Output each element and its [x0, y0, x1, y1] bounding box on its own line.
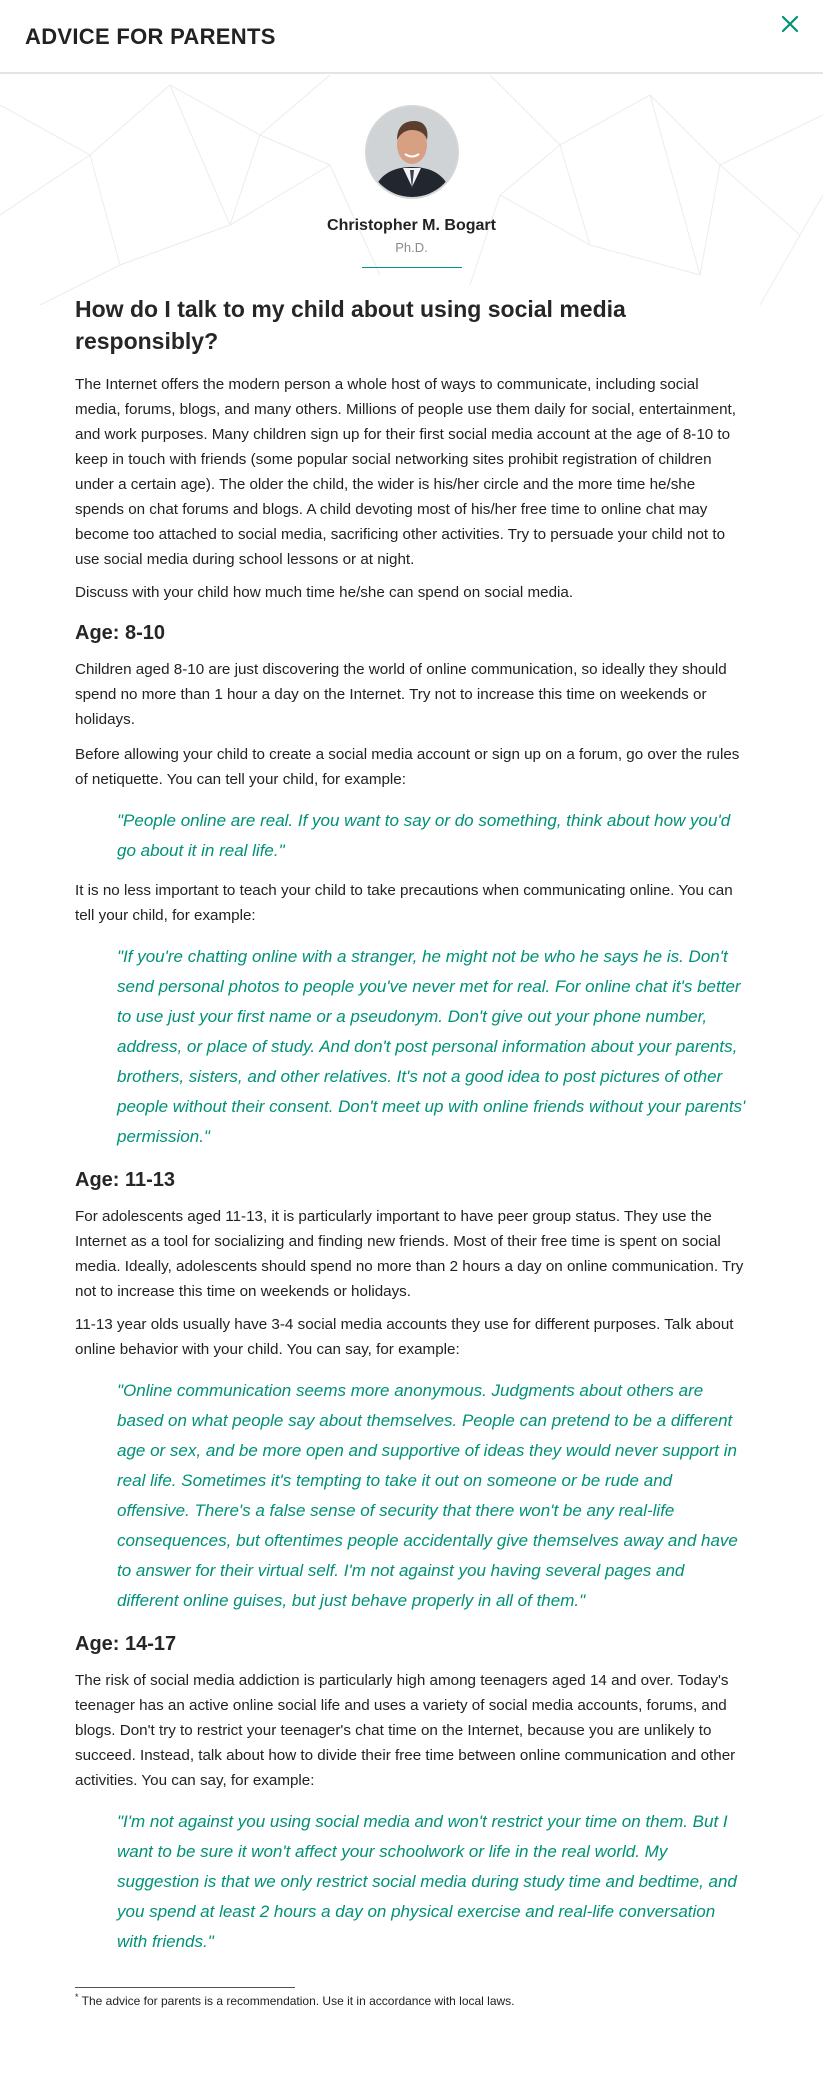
section-heading-age-14-17: Age: 14-17	[75, 1633, 177, 1655]
footnote	[75, 1992, 748, 2008]
footnote-text: The advice for parents is a recommendation. Use it in accordance with local laws.	[81, 1994, 515, 2008]
section-paragraph: Before allowing your child to create a social media account or sign up on a forum, go over the rules of netiquette. You can tell your child, for example:	[75, 746, 740, 788]
author-divider	[362, 267, 462, 268]
advice-quote: "I'm not against you using social media and won't restrict your time on them. But I want to be sure it won't affect your schoolwork or life in the real world. My suggestion is that we only restrict social media during study time and bedtime, and you spend at least 2 hours a day on physical exercise and real-life conversation with friends."	[117, 1812, 737, 1951]
section-paragraph: 11-13 year olds usually have 3-4 social media accounts they use for different purposes. Talk about online behavior with your child. You can say, for example:	[75, 1316, 734, 1358]
section-heading-age-8-10: Age: 8-10	[75, 622, 166, 644]
section-paragraph: It is no less important to teach your child to take precautions when communicating online. You can tell your child, for example:	[75, 882, 733, 924]
author-name: Christopher M. Bogart	[327, 217, 496, 234]
dialog-header	[0, 0, 823, 74]
author-block	[0, 74, 823, 268]
section-paragraph: For adolescents aged 11-13, it is particularly important to have peer group status. They use the Internet as a tool for socializing and finding new friends. Most of their free time is spent on social media. Ideally, adolescents should spend no more than 2 hours a day on online communication. Try not to increase this time on weekends or holidays.	[75, 1208, 744, 1300]
intro-paragraph: Discuss with your child how much time he/she can spend on social media.	[75, 584, 574, 601]
author-photo	[367, 107, 457, 197]
dialog-title: ADVICE FOR PARENTS	[25, 24, 276, 49]
advice-quote: "Online communication seems more anonymous. Judgments about others are based on what people say about themselves. People can pretend to be a different age or sex, and be more open and supportive of ideas they would never support in real life. Sometimes it's tempting to take it out on someone or be rude and offensive. There's a false sense of security that there won't be any real-life consequences, but oftentimes people accidentally give themselves away and have to answer for their virtual self. I'm not against you having several pages and different online guises, but just behave properly in all of them."	[117, 1381, 738, 1610]
advice-quote: "If you're chatting online with a stranger, he might not be who he says he is. Don't send personal photos to people you've never met for real. For online chat it's better to use just your first name or a pseudonym. Don't give out your phone number, address, or place of study. And don't post personal information about your parents, brothers, sisters, and other relatives. It's not a good idea to post pictures of other people without their consent. Don't meet up with online friends without your parents' permission."	[117, 947, 746, 1146]
close-icon	[780, 14, 800, 34]
article-question: How do I talk to my child about using social media responsibly?	[75, 296, 626, 354]
article-content	[0, 293, 823, 2008]
footnote-divider	[75, 1987, 295, 1988]
section-paragraph: Children aged 8-10 are just discovering the world of online communication, so ideally they should spend no more than 1 hour a day on the Internet. Try not to increase this time on weekends or holidays.	[75, 661, 727, 728]
close-button[interactable]	[775, 9, 805, 39]
intro-paragraph: The Internet offers the modern person a whole host of ways to communicate, including social media, forums, blogs, and many others. Millions of people use them daily for social, entertainment, and work purposes. Many children sign up for their first social media account at the age of 8-10 to keep in touch with friends (some popular social networking sites prohibit registration of children under a certain age). The older the child, the wider is his/her circle and the more time he/she spends on chat forums and blogs. A child devoting most of his/her free time to online chat may become too attached to social media, sacrificing other activities. Try to persuade your child not to use social media during school lessons or at night.	[75, 376, 736, 568]
article-container	[0, 74, 823, 2008]
author-avatar	[365, 105, 459, 199]
advice-quote: "People online are real. If you want to say or do something, think about how you'd go about it in real life."	[117, 811, 731, 860]
section-heading-age-11-13: Age: 11-13	[75, 1169, 176, 1191]
section-paragraph: The risk of social media addiction is particularly high among teenagers aged 14 and over. Today's teenager has an active online social life and uses a variety of social media accounts, forums, and blogs. Don't try to restrict your teenager's chat time on the Internet, because you are unlikely to succeed. Instead, talk about how to divide their free time between online communication and other activities. You can say, for example:	[75, 1672, 736, 1789]
footnote-mark: *	[75, 1992, 79, 2002]
author-degree: Ph.D.	[395, 240, 428, 255]
